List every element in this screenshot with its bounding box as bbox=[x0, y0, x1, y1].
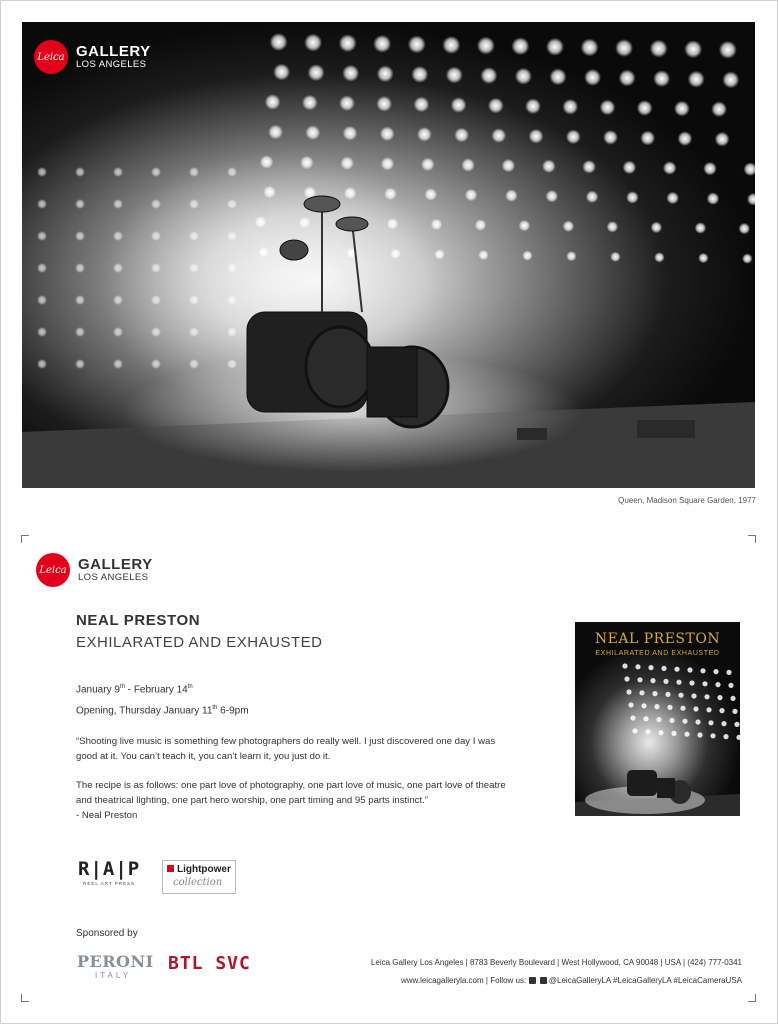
stage-light bbox=[656, 717, 661, 722]
stage-light bbox=[519, 220, 531, 232]
stage-light bbox=[113, 167, 123, 177]
crop-mark bbox=[21, 994, 29, 1002]
stage-light bbox=[680, 706, 685, 711]
stage-light bbox=[635, 664, 640, 669]
stage-light bbox=[622, 663, 627, 668]
stage-light bbox=[581, 38, 599, 56]
stage-light bbox=[268, 125, 283, 140]
stage-light bbox=[373, 35, 391, 53]
stage-light bbox=[451, 97, 467, 113]
stage-light bbox=[640, 131, 655, 146]
stage-light bbox=[739, 223, 751, 235]
stage-light bbox=[480, 67, 497, 84]
stage-light bbox=[703, 162, 717, 176]
stage-light bbox=[721, 721, 726, 726]
stage-light bbox=[273, 64, 290, 81]
stage-equipment bbox=[637, 420, 695, 438]
stage-light bbox=[702, 681, 707, 686]
stage-light bbox=[113, 359, 123, 369]
stage-light bbox=[603, 130, 618, 145]
stage-light bbox=[695, 719, 700, 724]
stage-light bbox=[650, 678, 655, 683]
stage-light bbox=[421, 158, 435, 172]
stage-light bbox=[615, 39, 633, 57]
stage-light bbox=[619, 70, 636, 87]
stage-light bbox=[113, 199, 123, 209]
stage-light bbox=[380, 126, 395, 141]
stage-light bbox=[723, 734, 728, 739]
website-link[interactable]: www.leicagalleryla.com | Follow us: bbox=[400, 976, 529, 985]
stage-light bbox=[502, 159, 516, 173]
stage-light bbox=[652, 691, 657, 696]
exhibition-dates bbox=[76, 678, 249, 721]
stage-light bbox=[624, 676, 629, 681]
stage-light bbox=[442, 36, 460, 54]
stage-light bbox=[522, 250, 532, 260]
stage-light bbox=[704, 694, 709, 699]
crop-mark bbox=[21, 535, 29, 543]
gallery-logo bbox=[36, 553, 153, 587]
stage-light bbox=[515, 68, 532, 85]
stage-light bbox=[676, 680, 681, 685]
book-subtitle: EXHILARATED AND EXHAUSTED bbox=[595, 650, 720, 657]
lightpower-brand: Lightpower bbox=[177, 864, 231, 875]
stage-light bbox=[734, 722, 739, 727]
stage-light bbox=[719, 708, 724, 713]
peroni-logo bbox=[77, 952, 154, 980]
stage-light bbox=[623, 161, 637, 175]
stage-light bbox=[37, 231, 47, 241]
stage-light bbox=[650, 40, 668, 58]
hero-gallery-logo bbox=[34, 40, 151, 74]
stage-light bbox=[546, 190, 559, 203]
stage-light bbox=[265, 94, 281, 110]
peroni-country: ITALY bbox=[95, 971, 132, 980]
logo-gallery-text: GALLERY bbox=[76, 43, 151, 61]
quote-paragraph: The recipe is as follows: one part love of photography, one part love of music, one part love of theatre and theatrical lighting, one part hero worship, one part timing and 95 parts instinct.” bbox=[76, 780, 506, 806]
stage-light bbox=[75, 263, 85, 273]
stage-light bbox=[626, 689, 631, 694]
stage-light bbox=[37, 359, 47, 369]
stage-light bbox=[693, 706, 698, 711]
stage-light bbox=[425, 188, 438, 201]
instagram-icon[interactable] bbox=[529, 977, 536, 984]
stage-light bbox=[632, 728, 637, 733]
stage-light bbox=[666, 192, 679, 205]
sponsored-by-label: Sponsored by bbox=[76, 928, 138, 939]
facebook-icon[interactable] bbox=[540, 977, 547, 984]
artist-quote bbox=[76, 734, 516, 823]
stage-light bbox=[505, 189, 518, 202]
stage-light bbox=[654, 704, 659, 709]
book-cover bbox=[575, 622, 740, 816]
stage-light bbox=[475, 219, 487, 231]
stage-light bbox=[37, 167, 47, 177]
stage-light bbox=[302, 95, 318, 111]
stage-light bbox=[728, 683, 733, 688]
stage-light bbox=[305, 125, 320, 140]
stage-light bbox=[674, 667, 679, 672]
stage-light bbox=[563, 220, 575, 232]
stage-light bbox=[525, 98, 541, 114]
stage-light bbox=[713, 669, 718, 674]
stage-light bbox=[542, 159, 556, 173]
book-title: NEAL PRESTON bbox=[594, 631, 721, 647]
stage-light bbox=[491, 128, 506, 143]
stage-light bbox=[151, 167, 161, 177]
hero-photo-illustration bbox=[22, 22, 755, 488]
stage-light bbox=[37, 263, 47, 273]
gallery-web-social bbox=[401, 976, 742, 985]
stage-light bbox=[339, 34, 357, 52]
stage-light bbox=[639, 690, 644, 695]
stage-light bbox=[674, 101, 690, 117]
stage-light bbox=[719, 41, 737, 59]
stage-light bbox=[562, 99, 578, 115]
stage-light bbox=[663, 679, 668, 684]
stage-light bbox=[75, 231, 85, 241]
stage-light bbox=[732, 709, 737, 714]
stage-light bbox=[654, 252, 664, 262]
stage-light bbox=[75, 167, 85, 177]
stage-light bbox=[698, 253, 708, 263]
gallery-address: Leica Gallery Los Angeles | 8783 Beverly Boulevard | West Hollywood, CA 90048 | USA | (424) 777-0341 bbox=[370, 958, 742, 967]
hero-photo bbox=[22, 22, 755, 488]
stage-light bbox=[658, 730, 663, 735]
stage-light bbox=[665, 692, 670, 697]
reel-art-press-logo bbox=[78, 858, 140, 886]
stage-light bbox=[653, 70, 670, 87]
stage-light bbox=[411, 66, 428, 83]
stage-light bbox=[465, 189, 478, 202]
crop-mark bbox=[748, 994, 756, 1002]
exhibition-title: EXHILARATED AND EXHAUSTED bbox=[76, 634, 323, 651]
stage-light bbox=[610, 252, 620, 262]
stage-light bbox=[600, 100, 616, 116]
crop-mark bbox=[748, 535, 756, 543]
stage-light bbox=[730, 696, 735, 701]
stage-light bbox=[529, 129, 544, 144]
stage-light bbox=[706, 707, 711, 712]
stage-light bbox=[478, 250, 488, 260]
stage-light bbox=[628, 702, 633, 707]
stage-light bbox=[669, 718, 674, 723]
stage-light bbox=[643, 716, 648, 721]
stage-light bbox=[586, 191, 599, 204]
stage-light bbox=[546, 38, 564, 56]
stage-light bbox=[667, 705, 672, 710]
stage-light bbox=[75, 359, 85, 369]
stage-light bbox=[37, 199, 47, 209]
stage-light bbox=[626, 191, 639, 204]
stage-light bbox=[431, 219, 443, 231]
stage-light bbox=[381, 157, 395, 171]
stage-light bbox=[678, 131, 693, 146]
stage-light bbox=[691, 693, 696, 698]
stage-light bbox=[678, 693, 683, 698]
stage-light bbox=[75, 295, 85, 305]
stage-light bbox=[37, 327, 47, 337]
stage-light bbox=[663, 161, 677, 175]
stage-light bbox=[339, 95, 355, 111]
stage-light bbox=[477, 37, 495, 55]
stage-light bbox=[454, 128, 469, 143]
stage-light bbox=[582, 160, 596, 174]
stage-light bbox=[715, 132, 730, 147]
stage-light bbox=[708, 720, 713, 725]
stage-light bbox=[645, 729, 650, 734]
stage-light bbox=[742, 253, 752, 263]
stage-light bbox=[637, 677, 642, 682]
stage-light bbox=[630, 715, 635, 720]
stage-light bbox=[736, 735, 740, 740]
stage-light bbox=[711, 101, 727, 117]
photo-caption: Queen, Madison Square Garden, 1977 bbox=[618, 496, 756, 505]
stage-light bbox=[308, 64, 325, 81]
stage-light bbox=[710, 733, 715, 738]
stage-light bbox=[717, 695, 722, 700]
stage-light bbox=[461, 158, 475, 172]
artist-name: NEAL PRESTON bbox=[76, 612, 201, 629]
stage-light bbox=[695, 222, 707, 234]
logo-city-text: LOS ANGELES bbox=[78, 571, 149, 583]
stage-light bbox=[726, 670, 731, 675]
stage-light bbox=[566, 251, 576, 261]
stage-light bbox=[689, 680, 694, 685]
stage-light bbox=[607, 221, 619, 233]
stage-light bbox=[684, 40, 702, 58]
stage-light bbox=[408, 35, 426, 53]
stage-light bbox=[648, 665, 653, 670]
leica-logo-icon: Leica bbox=[36, 553, 70, 587]
stage-light bbox=[641, 703, 646, 708]
stage-light bbox=[75, 327, 85, 337]
stage-light bbox=[417, 127, 432, 142]
rap-logo-text: R|A|P bbox=[78, 858, 141, 880]
stage-light bbox=[697, 732, 702, 737]
stage-light bbox=[684, 732, 689, 737]
peroni-name: PERONI bbox=[77, 952, 154, 971]
stage-light bbox=[637, 100, 653, 116]
stage-light bbox=[661, 666, 666, 671]
lightpower-collection-logo bbox=[162, 860, 236, 894]
stage-light bbox=[376, 96, 392, 112]
stage-light bbox=[377, 65, 394, 82]
stage-light bbox=[687, 667, 692, 672]
stage-light bbox=[722, 71, 739, 88]
leica-logo-icon: Leica bbox=[34, 40, 68, 74]
quote-paragraph: “Shooting live music is something few photographers do really well. I just discovered one day I was good at it. You can’t teach it, you can’t learn it, you just do it. bbox=[76, 736, 496, 762]
stage-light bbox=[700, 668, 705, 673]
stage-light bbox=[550, 68, 567, 85]
stage-light bbox=[651, 222, 663, 234]
lightpower-collection-text: collection bbox=[173, 877, 223, 888]
stage-light bbox=[446, 67, 463, 84]
rap-logo-subtext: REEL ART PRESS bbox=[83, 881, 136, 886]
stage-light bbox=[566, 129, 581, 144]
stage-light bbox=[343, 126, 358, 141]
quote-attribution: - Neal Preston bbox=[76, 810, 138, 821]
stage-light bbox=[342, 65, 359, 82]
stage-light bbox=[75, 199, 85, 209]
stage-light bbox=[688, 71, 705, 88]
stage-light bbox=[511, 37, 529, 55]
stage-light bbox=[37, 295, 47, 305]
lightpower-mark-icon bbox=[167, 865, 174, 872]
stage-light bbox=[414, 97, 430, 113]
opening-info: Opening, Thursday January 11th 6-9pm bbox=[76, 705, 249, 717]
btl-svc-logo: BTL SVC bbox=[168, 953, 251, 974]
logo-gallery-text: GALLERY bbox=[78, 556, 153, 574]
stage-light bbox=[682, 719, 687, 724]
date-range: January 9th - February 14th bbox=[76, 684, 193, 696]
social-handles[interactable]: @LeicaGalleryLA #LeicaGalleryLA #LeicaCameraUSA bbox=[548, 976, 742, 985]
stage-light bbox=[488, 98, 504, 114]
stage-light bbox=[584, 69, 601, 86]
stage-light bbox=[304, 34, 322, 52]
logo-city-text: LOS ANGELES bbox=[76, 58, 147, 70]
stage-light bbox=[270, 33, 288, 51]
stage-light bbox=[671, 731, 676, 736]
stage-light bbox=[715, 682, 720, 687]
stage-light bbox=[707, 192, 720, 205]
